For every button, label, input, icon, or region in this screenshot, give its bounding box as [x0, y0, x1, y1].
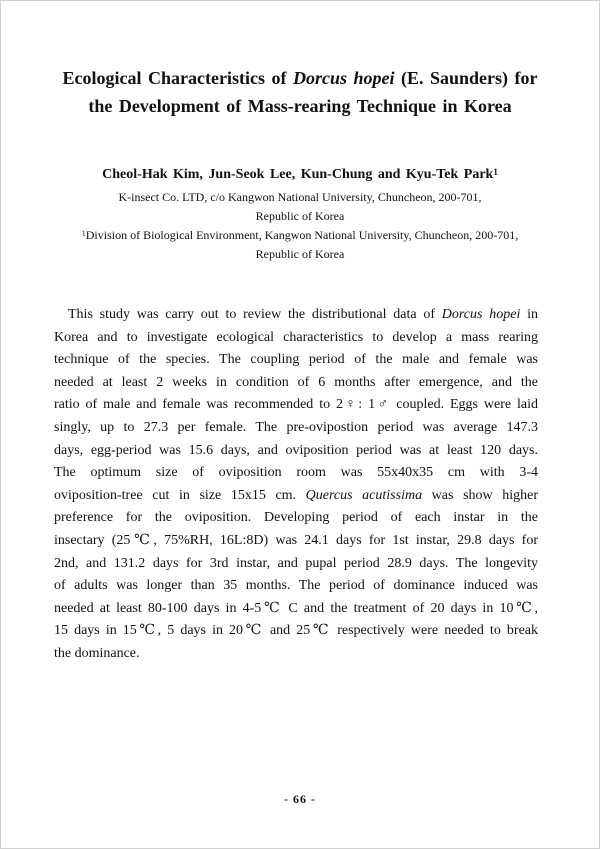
affiliation-line: K-insect Co. LTD, c/o Kangwon National University, Chuncheon, 200-701, — [118, 190, 482, 204]
abstract-line — [54, 485, 538, 508]
abstract-line: The optimum size of oviposition room was 55x40x35 cm with 3-4 — [54, 465, 538, 481]
abstract-text: oviposition-tree cut in size 15x15 cm. — [54, 487, 306, 503]
species-name: Dorcus hopei — [441, 307, 521, 322]
abstract-line: needed at least 2 weeks in condition of 6 months after emergence, and the — [54, 374, 538, 390]
abstract-line — [54, 304, 538, 327]
affiliation-mark: 1 — [81, 229, 86, 238]
abstract-line: of adults was longer than 35 months. The period of dominance induced was — [54, 578, 538, 594]
abstract-line: the dominance. — [54, 645, 140, 661]
affiliation-line: Republic of Korea — [255, 247, 345, 261]
paper-title — [40, 64, 560, 120]
abstract-text: in — [520, 307, 538, 322]
abstract-line: preference for the oviposition. Developing period of each instar in the — [54, 510, 538, 526]
page-number: - 66 - — [284, 792, 316, 806]
abstract-line: 2nd, and 131.2 days for 3rd instar, and pupal period 28.9 days. The longevity — [54, 555, 538, 571]
affiliations — [40, 188, 560, 264]
author-names: Cheol-Hak Kim, Jun-Seok Lee, Kun-Chung and Kyu-Tek Park — [102, 167, 494, 182]
author-list — [40, 166, 560, 184]
author-affiliation-mark: 1 — [493, 167, 498, 177]
title-text: Ecological Characteristics of — [62, 68, 293, 88]
title-line-1 — [40, 64, 560, 92]
abstract-text: This study was carry out to review the distributional data of — [68, 307, 442, 322]
abstract-line: days, egg-period was 15.6 days, and oviposition period was at least 120 days. — [54, 442, 538, 458]
abstract-body — [54, 304, 538, 666]
species-name: Quercus acutissima — [305, 487, 423, 503]
abstract-line: ratio of male and female was recommended to 2♀: 1♂ coupled. Eggs were laid — [54, 397, 538, 413]
abstract-line: singly, up to 27.3 per female. The pre-ovipostion period was average 147.3 — [54, 419, 538, 435]
title-text: (E. Saunders) for — [394, 68, 538, 88]
affiliation-line — [40, 226, 560, 245]
abstract-line: technique of the species. The coupling period of the male and female was — [54, 352, 538, 368]
abstract-line: Korea and to investigate ecological characteristics to develop a mass rearing — [54, 329, 538, 345]
abstract-line: insectary (25℃, 75%RH, 16L:8D) was 24.1 days for 1st instar, 29.8 days for — [54, 532, 538, 548]
abstract-text: was show higher — [422, 487, 538, 503]
affiliation-text: Division of Biological Environment, Kangwon National University, Chuncheon, 200-701, — [85, 228, 519, 242]
abstract-line: 15 days in 15℃, 5 days in 20℃ and 25℃ respectively were needed to break — [54, 623, 538, 639]
title-line-2: the Development of Mass-rearing Technique in Korea — [88, 96, 512, 116]
abstract-line: needed at least 80-100 days in 4-5℃ C and the treatment of 20 days in 10℃, — [54, 600, 538, 616]
affiliation-line: Republic of Korea — [255, 209, 345, 223]
title-species-name: Dorcus hopei — [292, 68, 395, 88]
